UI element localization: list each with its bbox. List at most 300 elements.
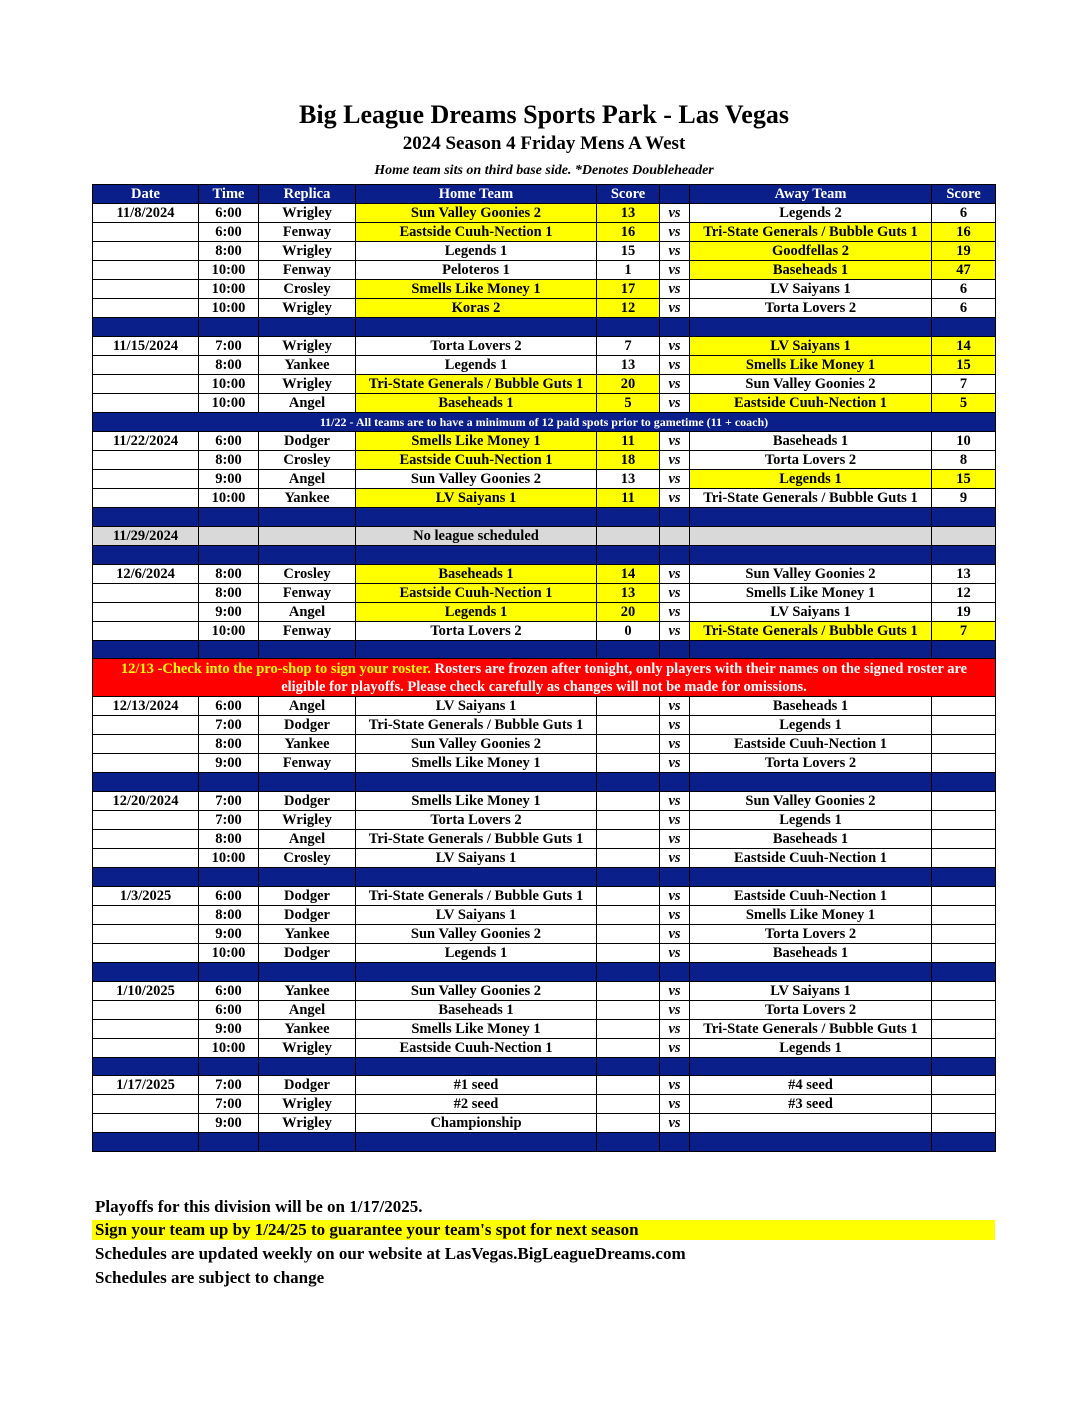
vs-cell: vs — [660, 1076, 690, 1095]
game-date — [93, 450, 199, 469]
separator-cell — [356, 962, 597, 981]
game-replica: Yankee — [259, 735, 356, 754]
separator-cell — [259, 773, 356, 792]
game-date — [93, 488, 199, 507]
away-score — [932, 791, 996, 810]
away-team: Legends 1 — [690, 810, 932, 829]
game-date — [93, 1114, 199, 1133]
vs-cell: vs — [660, 469, 690, 488]
home-score: 17 — [597, 280, 660, 299]
vs-cell: vs — [660, 735, 690, 754]
separator-cell — [660, 318, 690, 337]
vs-cell: vs — [660, 374, 690, 393]
separator-cell — [932, 507, 996, 526]
game-replica: Fenway — [259, 583, 356, 602]
game-time: 6:00 — [199, 981, 259, 1000]
away-team: Legends 2 — [690, 204, 932, 223]
away-team: Goodfellas 2 — [690, 242, 932, 261]
away-team: LV Saiyans 1 — [690, 336, 932, 355]
home-team: #1 seed — [356, 1076, 597, 1095]
game-time — [199, 526, 259, 545]
vs-cell: vs — [660, 564, 690, 583]
home-score — [597, 1114, 660, 1133]
game-date — [93, 924, 199, 943]
vs-cell: vs — [660, 1095, 690, 1114]
home-team: Eastside Cuuh-Nection 1 — [356, 223, 597, 242]
home-score — [597, 1095, 660, 1114]
separator-cell — [356, 640, 597, 659]
game-row — [93, 261, 996, 280]
separator-cell — [932, 867, 996, 886]
game-replica: Dodger — [259, 905, 356, 924]
game-date — [93, 943, 199, 962]
home-team: Smells Like Money 1 — [356, 1019, 597, 1038]
home-team: Smells Like Money 1 — [356, 431, 597, 450]
away-team: Tri-State Generals / Bubble Guts 1 — [690, 488, 932, 507]
game-replica: Dodger — [259, 716, 356, 735]
home-team: LV Saiyans 1 — [356, 905, 597, 924]
game-date: 12/20/2024 — [93, 791, 199, 810]
separator-cell — [690, 962, 932, 981]
separator-cell — [690, 640, 932, 659]
separator-row — [93, 545, 996, 564]
separator-row — [93, 962, 996, 981]
away-team: LV Saiyans 1 — [690, 602, 932, 621]
separator-cell — [660, 507, 690, 526]
game-date — [93, 374, 199, 393]
game-time: 6:00 — [199, 431, 259, 450]
away-team: Smells Like Money 1 — [690, 905, 932, 924]
home-team: Sun Valley Goonies 2 — [356, 735, 597, 754]
home-score — [597, 697, 660, 716]
home-team: Smells Like Money 1 — [356, 754, 597, 773]
game-replica: Yankee — [259, 981, 356, 1000]
away-score: 10 — [932, 431, 996, 450]
separator-cell — [93, 545, 199, 564]
game-time: 9:00 — [199, 469, 259, 488]
game-date: 11/29/2024 — [93, 526, 199, 545]
home-score — [597, 829, 660, 848]
game-replica: Crosley — [259, 450, 356, 469]
away-team: Eastside Cuuh-Nection 1 — [690, 886, 932, 905]
home-score: 5 — [597, 393, 660, 412]
separator-cell — [660, 545, 690, 564]
game-row — [93, 1114, 996, 1133]
away-score: 6 — [932, 280, 996, 299]
game-replica: Wrigley — [259, 204, 356, 223]
away-team: LV Saiyans 1 — [690, 280, 932, 299]
away-score: 13 — [932, 564, 996, 583]
game-row — [93, 905, 996, 924]
game-row — [93, 943, 996, 962]
vs-cell: vs — [660, 754, 690, 773]
game-date — [93, 602, 199, 621]
game-row — [93, 981, 996, 1000]
game-time: 7:00 — [199, 810, 259, 829]
home-team: Smells Like Money 1 — [356, 280, 597, 299]
separator-cell — [660, 640, 690, 659]
game-time: 10:00 — [199, 280, 259, 299]
game-replica: Yankee — [259, 924, 356, 943]
game-date: 1/10/2025 — [93, 981, 199, 1000]
game-replica: Dodger — [259, 943, 356, 962]
vs-cell: vs — [660, 829, 690, 848]
home-score — [597, 848, 660, 867]
home-team: Tri-State Generals / Bubble Guts 1 — [356, 374, 597, 393]
home-team: Torta Lovers 2 — [356, 621, 597, 640]
separator-cell — [690, 318, 932, 337]
game-time: 10:00 — [199, 943, 259, 962]
away-team: Tri-State Generals / Bubble Guts 1 — [690, 621, 932, 640]
separator-cell — [597, 1057, 660, 1076]
vs-cell: vs — [660, 242, 690, 261]
home-score: 1 — [597, 261, 660, 280]
home-team: #2 seed — [356, 1095, 597, 1114]
game-replica: Fenway — [259, 261, 356, 280]
home-score: 15 — [597, 242, 660, 261]
separator-cell — [690, 545, 932, 564]
vs-cell: vs — [660, 924, 690, 943]
separator-cell — [259, 318, 356, 337]
vs-cell: vs — [660, 602, 690, 621]
schedule-table — [92, 184, 996, 1152]
header-home-team: Home Team — [356, 185, 597, 204]
away-team: Smells Like Money 1 — [690, 583, 932, 602]
game-time: 7:00 — [199, 1095, 259, 1114]
game-date — [93, 299, 199, 318]
header-replica: Replica — [259, 185, 356, 204]
separator-cell — [690, 773, 932, 792]
home-score: 11 — [597, 431, 660, 450]
game-time: 9:00 — [199, 1019, 259, 1038]
home-team: LV Saiyans 1 — [356, 848, 597, 867]
home-score: 13 — [597, 583, 660, 602]
roster-alert — [93, 659, 996, 697]
footer-signup: Sign your team up by 1/24/25 to guarantee your team's spot for next season — [92, 1220, 995, 1240]
separator-cell — [199, 1057, 259, 1076]
separator-cell — [259, 962, 356, 981]
game-replica: Angel — [259, 393, 356, 412]
home-score — [597, 943, 660, 962]
away-score — [932, 526, 996, 545]
home-score: 7 — [597, 336, 660, 355]
home-team: LV Saiyans 1 — [356, 488, 597, 507]
home-team: Legends 1 — [356, 943, 597, 962]
home-score: 13 — [597, 355, 660, 374]
home-team: Smells Like Money 1 — [356, 791, 597, 810]
separator-cell — [93, 867, 199, 886]
separator-row — [93, 318, 996, 337]
separator-cell — [932, 545, 996, 564]
home-team: Sun Valley Goonies 2 — [356, 204, 597, 223]
game-date: 1/3/2025 — [93, 886, 199, 905]
away-score — [932, 1019, 996, 1038]
vs-cell: vs — [660, 848, 690, 867]
footer-playoffs: Playoffs for this division will be on 1/17/2025. — [95, 1197, 423, 1216]
home-team: Koras 2 — [356, 299, 597, 318]
away-score — [932, 905, 996, 924]
vs-cell: vs — [660, 355, 690, 374]
game-replica: Angel — [259, 469, 356, 488]
game-time: 7:00 — [199, 1076, 259, 1095]
separator-row — [93, 867, 996, 886]
game-replica: Crosley — [259, 848, 356, 867]
separator-cell — [259, 640, 356, 659]
game-replica: Wrigley — [259, 810, 356, 829]
separator-cell — [660, 1133, 690, 1152]
separator-cell — [93, 507, 199, 526]
away-team: Smells Like Money 1 — [690, 355, 932, 374]
home-score — [597, 1019, 660, 1038]
game-date — [93, 242, 199, 261]
home-team: Legends 1 — [356, 355, 597, 374]
separator-cell — [259, 1133, 356, 1152]
home-team: Sun Valley Goonies 2 — [356, 924, 597, 943]
away-score — [932, 754, 996, 773]
game-date — [93, 1095, 199, 1114]
away-score: 19 — [932, 602, 996, 621]
game-date: 12/6/2024 — [93, 564, 199, 583]
home-team: Torta Lovers 2 — [356, 336, 597, 355]
separator-cell — [93, 962, 199, 981]
separator-cell — [690, 1133, 932, 1152]
vs-cell: vs — [660, 431, 690, 450]
home-team: Baseheads 1 — [356, 393, 597, 412]
header-row — [93, 185, 996, 204]
separator-cell — [199, 773, 259, 792]
away-team: Torta Lovers 2 — [690, 450, 932, 469]
separator-row — [93, 1133, 996, 1152]
game-replica: Angel — [259, 602, 356, 621]
game-time: 9:00 — [199, 1114, 259, 1133]
home-score: 13 — [597, 204, 660, 223]
away-score: 9 — [932, 488, 996, 507]
separator-cell — [597, 318, 660, 337]
separator-cell — [93, 773, 199, 792]
game-date — [93, 848, 199, 867]
away-score — [932, 829, 996, 848]
game-row — [93, 735, 996, 754]
separator-cell — [597, 867, 660, 886]
away-team: Eastside Cuuh-Nection 1 — [690, 735, 932, 754]
home-score — [597, 924, 660, 943]
vs-cell: vs — [660, 886, 690, 905]
separator-cell — [690, 1057, 932, 1076]
game-time: 10:00 — [199, 848, 259, 867]
away-score — [932, 981, 996, 1000]
header-home-score: Score — [597, 185, 660, 204]
game-date — [93, 810, 199, 829]
game-row — [93, 754, 996, 773]
home-score — [597, 791, 660, 810]
away-score: 14 — [932, 336, 996, 355]
schedule-body — [93, 204, 996, 1152]
separator-cell — [259, 1057, 356, 1076]
away-score: 12 — [932, 583, 996, 602]
separator-cell — [597, 1133, 660, 1152]
separator-cell — [597, 507, 660, 526]
game-row — [93, 204, 996, 223]
vs-cell: vs — [660, 1038, 690, 1057]
home-score — [597, 526, 660, 545]
game-time: 10:00 — [199, 1038, 259, 1057]
separator-cell — [199, 318, 259, 337]
game-date — [93, 1038, 199, 1057]
game-date — [93, 469, 199, 488]
separator-cell — [199, 507, 259, 526]
separator-cell — [356, 867, 597, 886]
home-score: 13 — [597, 469, 660, 488]
away-team: Tri-State Generals / Bubble Guts 1 — [690, 223, 932, 242]
separator-cell — [356, 507, 597, 526]
game-date — [93, 754, 199, 773]
game-date — [93, 1019, 199, 1038]
vs-cell — [660, 526, 690, 545]
home-team: Championship — [356, 1114, 597, 1133]
separator-cell — [199, 640, 259, 659]
game-replica: Yankee — [259, 355, 356, 374]
home-score — [597, 905, 660, 924]
separator-cell — [597, 545, 660, 564]
game-row — [93, 450, 996, 469]
vs-cell: vs — [660, 261, 690, 280]
separator-cell — [932, 773, 996, 792]
home-team: Eastside Cuuh-Nection 1 — [356, 1038, 597, 1057]
game-replica: Wrigley — [259, 1095, 356, 1114]
game-row — [93, 621, 996, 640]
vs-cell: vs — [660, 981, 690, 1000]
separator-cell — [660, 1057, 690, 1076]
game-replica: Dodger — [259, 1076, 356, 1095]
away-team: Baseheads 1 — [690, 829, 932, 848]
game-time: 10:00 — [199, 374, 259, 393]
home-score — [597, 1076, 660, 1095]
vs-cell: vs — [660, 299, 690, 318]
away-score: 47 — [932, 261, 996, 280]
game-time: 6:00 — [199, 886, 259, 905]
game-replica — [259, 526, 356, 545]
vs-cell: vs — [660, 204, 690, 223]
game-row — [93, 1000, 996, 1019]
game-row — [93, 924, 996, 943]
game-time: 10:00 — [199, 488, 259, 507]
game-row — [93, 280, 996, 299]
separator-cell — [259, 545, 356, 564]
separator-cell — [259, 867, 356, 886]
roster-alert-details: Rosters are frozen after tonight, only players with their names on the signed roster are eligible for playoffs. Please check carefully as changes will not be made for omissions. — [281, 660, 968, 695]
home-score: 16 — [597, 223, 660, 242]
game-date: 12/13/2024 — [93, 697, 199, 716]
away-team: Sun Valley Goonies 2 — [690, 791, 932, 810]
vs-cell: vs — [660, 791, 690, 810]
away-team: Eastside Cuuh-Nection 1 — [690, 848, 932, 867]
header-time: Time — [199, 185, 259, 204]
separator-cell — [199, 962, 259, 981]
home-team: Eastside Cuuh-Nection 1 — [356, 450, 597, 469]
game-replica: Crosley — [259, 280, 356, 299]
vs-cell: vs — [660, 1000, 690, 1019]
away-team: Sun Valley Goonies 2 — [690, 564, 932, 583]
game-replica: Fenway — [259, 754, 356, 773]
game-date: 1/17/2025 — [93, 1076, 199, 1095]
away-score: 16 — [932, 223, 996, 242]
game-time: 8:00 — [199, 450, 259, 469]
home-score: 11 — [597, 488, 660, 507]
game-date — [93, 280, 199, 299]
game-time: 9:00 — [199, 754, 259, 773]
game-replica: Dodger — [259, 791, 356, 810]
vs-cell: vs — [660, 810, 690, 829]
separator-row — [93, 1057, 996, 1076]
game-row — [93, 1038, 996, 1057]
away-team: Legends 1 — [690, 469, 932, 488]
separator-cell — [93, 640, 199, 659]
game-time: 9:00 — [199, 602, 259, 621]
game-replica: Fenway — [259, 223, 356, 242]
away-score: 7 — [932, 621, 996, 640]
separator-cell — [932, 1133, 996, 1152]
away-score — [932, 1000, 996, 1019]
home-score: 12 — [597, 299, 660, 318]
separator-cell — [660, 867, 690, 886]
away-team — [690, 526, 932, 545]
away-team: #3 seed — [690, 1095, 932, 1114]
home-team: Legends 1 — [356, 242, 597, 261]
home-team: Sun Valley Goonies 2 — [356, 981, 597, 1000]
game-row — [93, 810, 996, 829]
vs-cell: vs — [660, 488, 690, 507]
away-score: 7 — [932, 374, 996, 393]
vs-cell: vs — [660, 1019, 690, 1038]
game-row — [93, 223, 996, 242]
away-score — [932, 943, 996, 962]
game-row — [93, 469, 996, 488]
header-away-score: Score — [932, 185, 996, 204]
game-time: 10:00 — [199, 261, 259, 280]
home-score: 20 — [597, 602, 660, 621]
away-team — [690, 1114, 932, 1133]
away-score — [932, 697, 996, 716]
separator-cell — [199, 1133, 259, 1152]
home-score — [597, 810, 660, 829]
away-team: Baseheads 1 — [690, 431, 932, 450]
game-replica: Angel — [259, 697, 356, 716]
game-time: 8:00 — [199, 355, 259, 374]
separator-cell — [690, 867, 932, 886]
game-time: 8:00 — [199, 829, 259, 848]
game-replica: Crosley — [259, 564, 356, 583]
home-score — [597, 886, 660, 905]
game-date — [93, 735, 199, 754]
game-date — [93, 223, 199, 242]
no-league-row — [93, 526, 996, 545]
vs-cell: vs — [660, 450, 690, 469]
game-date: 11/8/2024 — [93, 204, 199, 223]
game-row — [93, 299, 996, 318]
game-replica: Yankee — [259, 488, 356, 507]
game-date — [93, 393, 199, 412]
away-score — [932, 1095, 996, 1114]
away-team: LV Saiyans 1 — [690, 981, 932, 1000]
home-team: Baseheads 1 — [356, 1000, 597, 1019]
game-row — [93, 1076, 996, 1095]
game-time: 8:00 — [199, 242, 259, 261]
home-score — [597, 754, 660, 773]
footer-website: Schedules are updated weekly on our website at LasVegas.BigLeagueDreams.com — [95, 1244, 686, 1263]
away-team: #4 seed — [690, 1076, 932, 1095]
vs-cell: vs — [660, 697, 690, 716]
away-score — [932, 886, 996, 905]
